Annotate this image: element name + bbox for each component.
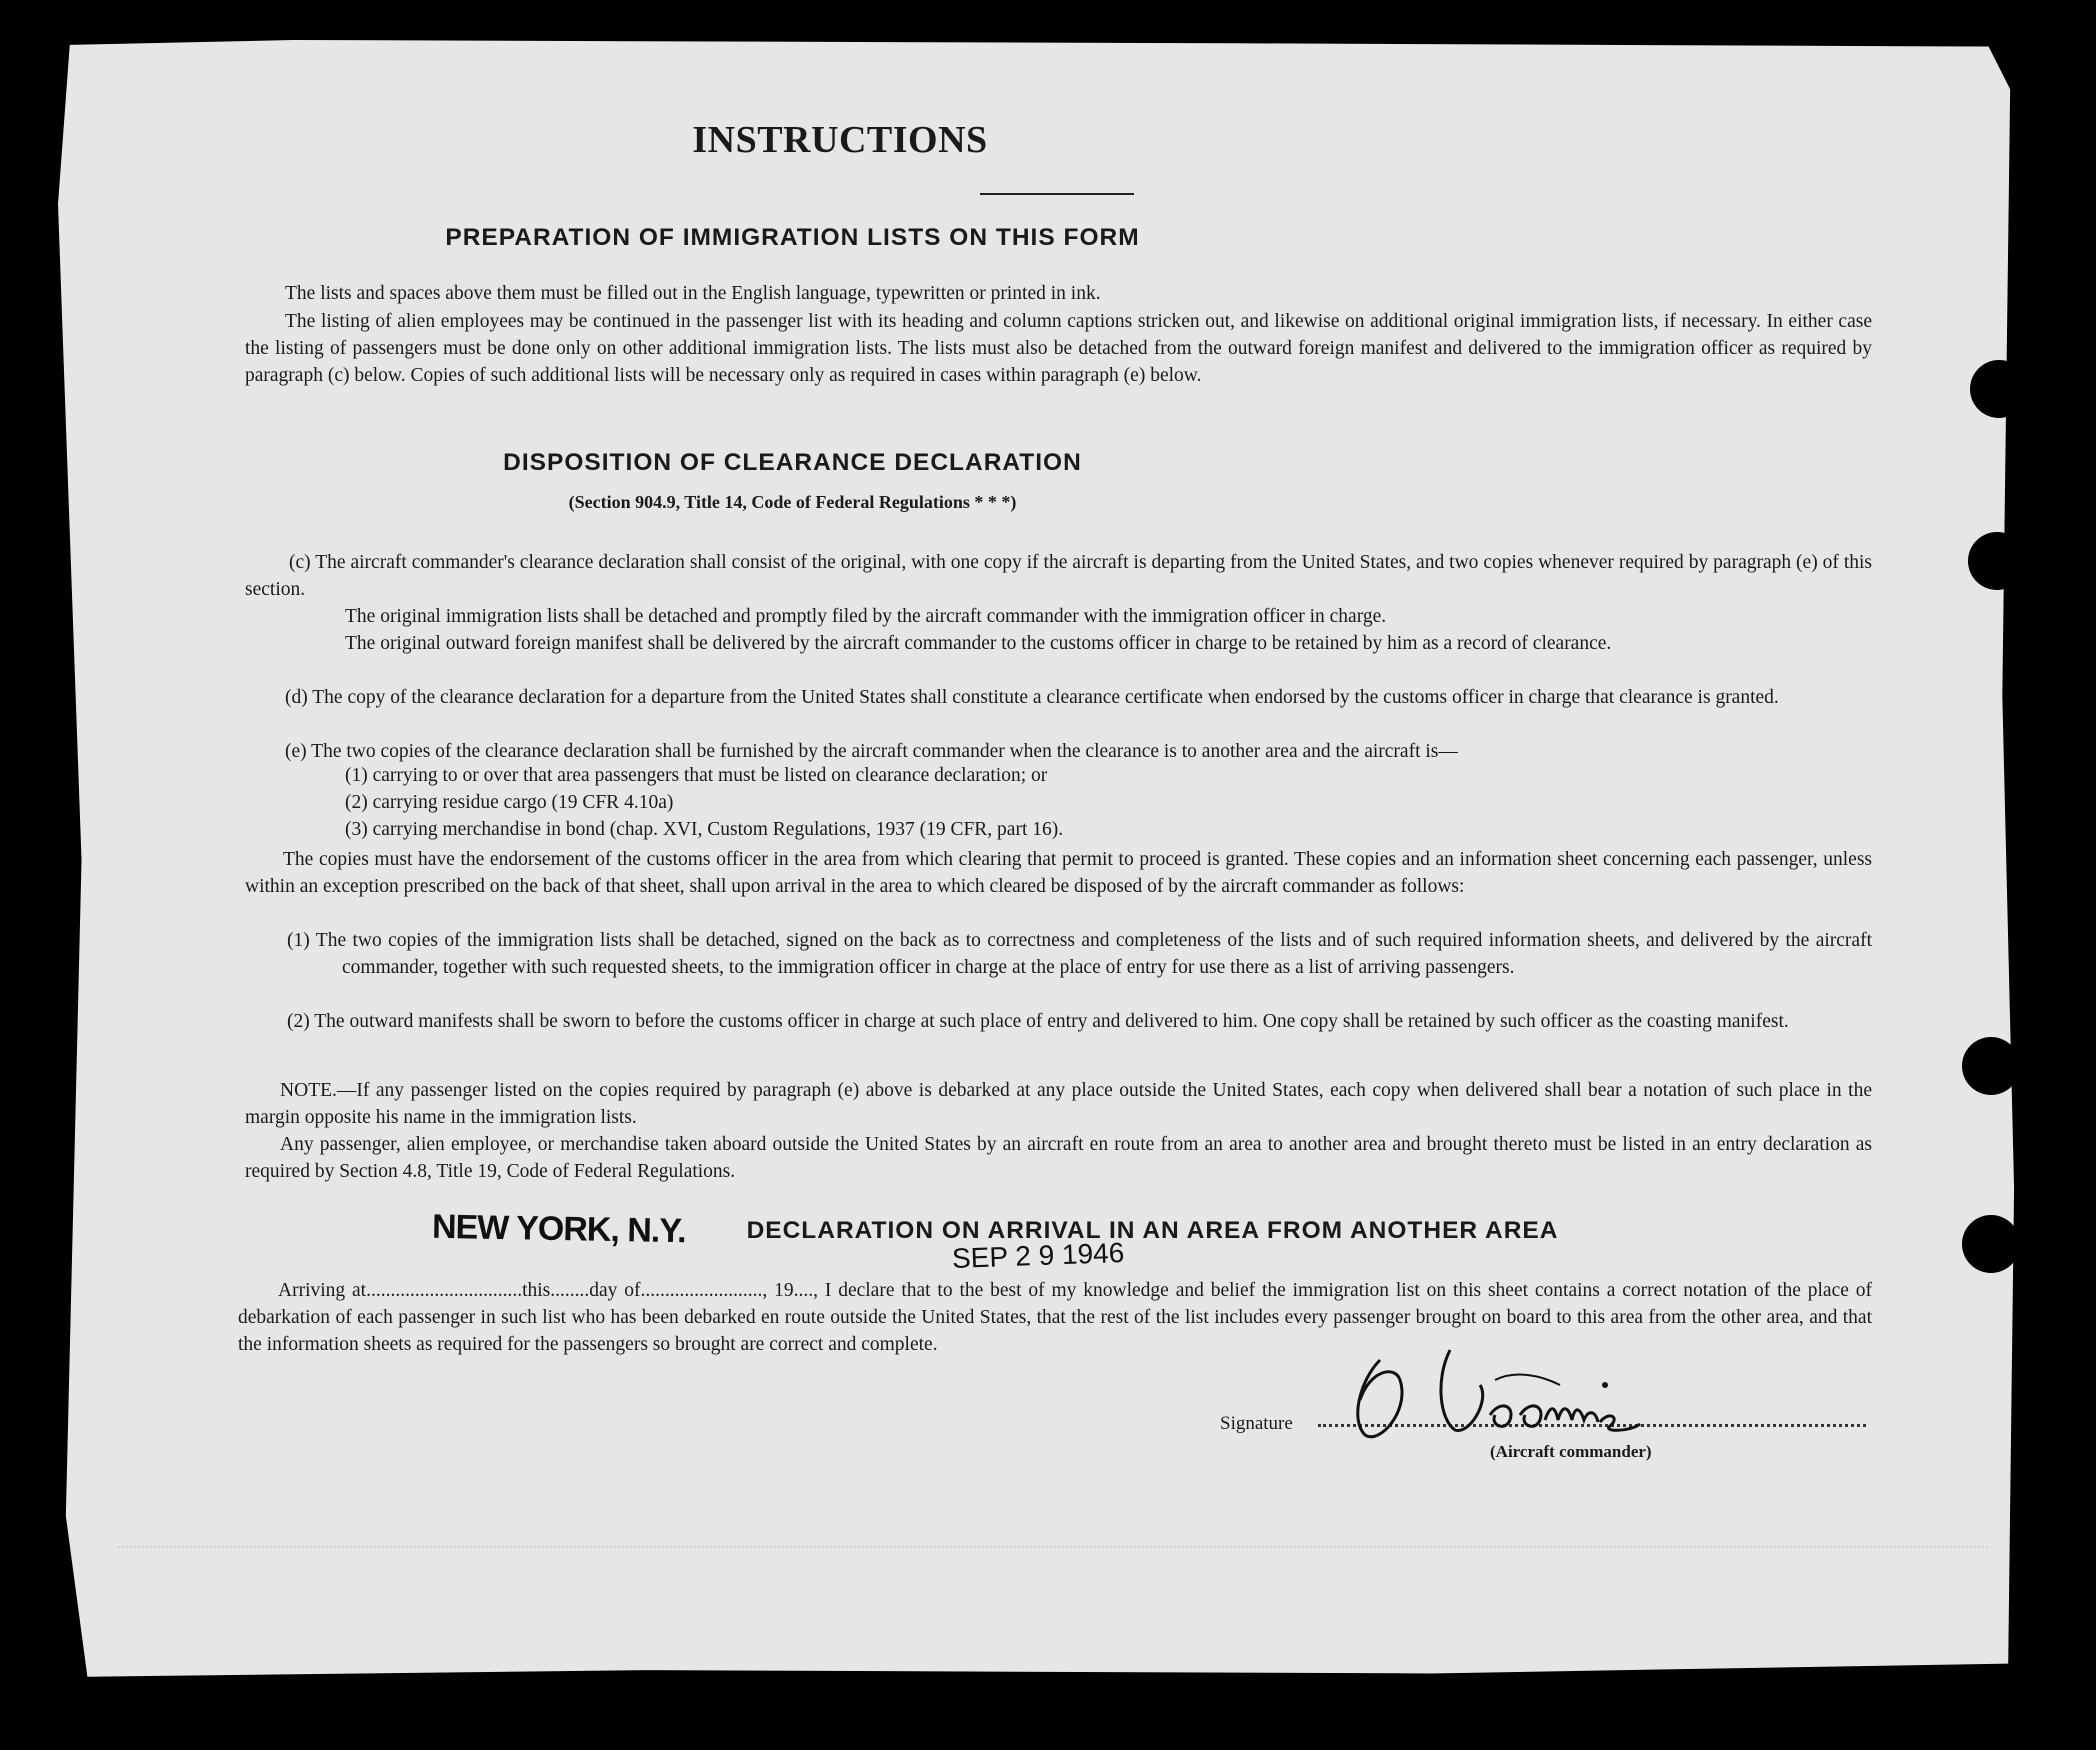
title-rule [980,193,1134,195]
handwritten-signature [1340,1340,1660,1450]
stamp-place: NEW YORK, N.Y. [431,1207,686,1251]
paragraph-c-2: The original outward foreign manifest shall be delivered by the aircraft commander to the customs officer in charge to be retained by him as a record of clearance. [345,633,1612,654]
paragraph-c-1: The original immigration lists shall be detached and promptly filed by the aircraft commander with the immigration officer in charge. [345,606,1387,627]
paragraph-e: (e) The two copies of the clearance declaration shall be furnished by the aircraft commander when the clearance is to another area and the aircraft is— [285,741,1458,762]
item-e-3: (3) carrying merchandise in bond (chap. XVI, Custom Regulations, 1937 (19 CFR, part 16). [345,819,1064,840]
item-f-1: (1) The two copies of the immigration lists shall be detached, signed on the back as to correctness and completeness of the lists and of such required information sheets, and delivered by the aircraft commander, together with such requested sheets, to the immigration officer in charge at the place of entry for use there as a list of arriving passengers. [287,930,1872,978]
paragraph-c: (c) The aircraft commander's clearance declaration shall consist of the original, with one copy if the aircraft is departing from the United States, and two copies whenever required by paragraph (e) of this section. [245,552,1872,600]
page-title: INSTRUCTIONS [692,119,988,161]
section-subheading-disposition: (Section 904.9, Title 14, Code of Federal Regulations * * *) [568,492,1017,512]
paragraph-prep-1: The lists and spaces above them must be filled out in the English language, typewritten or printed in ink. [285,283,1101,304]
signature-role: (Aircraft commander) [1490,1442,1652,1461]
section-heading-preparation: PREPARATION OF IMMIGRATION LISTS ON THIS FORM [445,224,1140,251]
paragraph-d: (d) The copy of the clearance declaration for a departure from the United States shall constitute a clearance certificate when endorsed by the customs officer in charge that clearance is granted. [285,687,1779,708]
paragraph-note: NOTE.—If any passenger listed on the copies required by paragraph (e) above is debarked at any place outside the United States, each copy when delivered shall bear a notation of such place in the margin opposite his name in the immigration lists. [245,1080,1872,1128]
paragraph-any: Any passenger, alien employee, or merchandise taken aboard outside the United States by an aircraft en route from an area to another area and brought thereto must be listed in an entry declaration as required by Section 4.8, Title 19, Code of Federal Regulations. [245,1134,1872,1182]
section-heading-disposition: DISPOSITION OF CLEARANCE DECLARATION [503,449,1082,476]
item-e-1: (1) carrying to or over that area passengers that must be listed on clearance declaration; or [345,765,1048,786]
signature-label: Signature [1220,1413,1293,1434]
item-e-2: (2) carrying residue cargo (19 CFR 4.10a) [345,792,674,813]
paragraph-arrival: Arriving at................................this........day of........................., 19...., I declare that to the best of my knowledge and belief the immigration list on this sheet contains a correct notation of the place of debarkation of each passenger in such list who has been debarked en route outside the United States, that the rest of the list includes every passenger brought on board to this area from the other area, and that the information sheets as required for the passengers so brought are correct and complete. [238,1280,1872,1355]
stamp-date: SEP 2 9 1946 [951,1237,1125,1274]
paragraph-prep-2: The listing of alien employees may be continued in the passenger list with its heading and column captions stricken out, and likewise on additional original immigration lists, if necessary. In either case the listing of passengers must be done only on other additional immigration lists. The lists must also be detached from the outward foreign manifest and delivered to the immigration officer as required by paragraph (c) below. Copies of such additional lists will be necessary only as required in cases within paragraph (e) below. [245,311,1872,386]
item-f-2: (2) The outward manifests shall be sworn to before the customs officer in charge at such place of entry and delivered to him. One copy shall be retained by such officer as the coasting manifest. [287,1011,1789,1032]
faint-bleedthrough-line [118,1546,1988,1548]
section-heading-arrival: DECLARATION ON ARRIVAL IN AN AREA FROM ANOTHER AREA [746,1217,1559,1244]
paragraph-copies: The copies must have the endorsement of the customs officer in the area from which clearing that permit to proceed is granted. These copies and an information sheet concerning each passenger, unless within an exception prescribed on the back of that sheet, shall upon arrival in the area to which cleared be disposed of by the aircraft commander as follows: [245,849,1872,897]
